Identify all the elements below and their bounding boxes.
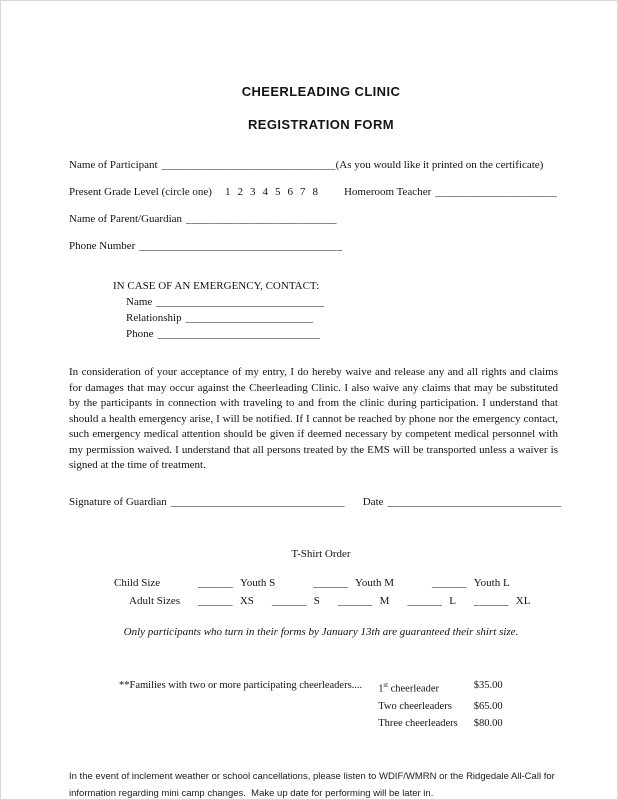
grade-option-1[interactable]: 1 (224, 186, 231, 198)
grade-option-7[interactable]: 7 (299, 186, 306, 198)
pricing-first-ordinal: st (383, 681, 388, 689)
parent-guardian-blank-line[interactable]: __________________________ (186, 213, 337, 225)
parent-field-row (69, 212, 573, 226)
pricing-third-label: Three cheerleaders (378, 718, 458, 729)
adult-xs-item (194, 595, 254, 607)
emergency-name-row (126, 296, 573, 309)
emergency-heading: IN CASE OF AN EMERGENCY, CONTACT: (113, 280, 320, 292)
pricing-spacer-1 (119, 700, 362, 715)
grade-option-8[interactable]: 8 (312, 186, 318, 198)
pricing-intro: **Families with two or more participating cheerleaders.... (119, 679, 363, 691)
adult-sizes-label: Adult Sizes (129, 594, 181, 607)
adult-s-label: S (313, 594, 320, 607)
grade-option-2[interactable]: 2 (237, 186, 243, 198)
shirt-deadline-note: Only participants who turn in their forms by January 13th are guaranteed their shirt size. (123, 625, 519, 638)
youth-m-label: Youth M (355, 576, 394, 589)
child-size-row (114, 576, 573, 590)
adult-l-item (403, 595, 456, 607)
grade-option-6[interactable]: 6 (287, 186, 293, 198)
adult-xl-item (470, 595, 530, 607)
child-size-label: Child Size (114, 576, 161, 589)
youth-s-item (194, 577, 275, 589)
adult-l-blank-line[interactable]: ______ (407, 594, 443, 607)
adult-xl-label: XL (515, 594, 531, 607)
pricing-spacer-2 (119, 717, 362, 732)
signature-blank-line[interactable]: ______________________________ (170, 495, 345, 508)
phone-number-label: Phone Number (69, 240, 136, 252)
adult-m-blank-line[interactable]: ______ (337, 594, 373, 607)
youth-l-item (428, 577, 510, 589)
pricing-second-price: $65.00 (473, 700, 503, 712)
youth-m-blank-line[interactable]: ______ (313, 576, 349, 589)
youth-s-label: Youth S (239, 576, 276, 589)
phone-number-blank-line[interactable]: ___________________________________ (139, 240, 343, 252)
adult-xl-blank-line[interactable]: ______ (473, 594, 509, 607)
emergency-phone-label: Phone (126, 328, 154, 340)
youth-l-label: Youth L (473, 576, 510, 589)
participant-label: Name of Participant (69, 159, 158, 171)
parent-guardian-label: Name of Parent/Guardian (69, 213, 183, 225)
pricing-third-price: $80.00 (473, 718, 503, 729)
grade-label: Present Grade Level (circle one) (69, 186, 212, 198)
adult-m-item (334, 595, 390, 607)
emergency-contact-section (69, 279, 573, 341)
homeroom-teacher-label: Homeroom Teacher (343, 186, 432, 198)
youth-s-blank-line[interactable]: ______ (198, 576, 233, 589)
adult-xs-label: XS (239, 594, 254, 607)
family-pricing-section (119, 679, 503, 732)
emergency-name-blank-line[interactable]: _____________________________ (156, 296, 325, 308)
youth-l-blank-line[interactable]: ______ (431, 576, 467, 589)
date-blank-line[interactable]: ______________________________ (387, 495, 562, 508)
footer-weather-note: In the event of inclement weather or school cancellations, please listen to WDIF/WMRN or the Ridgedale All-Call for information regarding mini camp changes. Make up date for performing will be later in. (69, 770, 558, 799)
pricing-second-label: Two cheerleaders (378, 700, 452, 712)
pricing-first-num: 1 (378, 683, 384, 694)
waiver-paragraph: In consideration of your acceptance of my entry, I do hereby waive and release any and all rights and claims for damages that may occur against the Cheerleading Clinic. I also waive any claims that may be substituted by the participants in connection with traveling to and from the clinic during participation. I understand that should a health emergency arise, I will be notified. If I cannot be reached by phone nor the emergency contact, such emergency medical attention should be given if deemed necessary by competent medical personnel with my permission waived. I understand that all persons treated by the EMS will be transported unless a waiver is signed at the time of treatment. (69, 366, 558, 471)
homeroom-teacher-blank-line[interactable]: _____________________ (435, 186, 558, 198)
pricing-first-text: cheerleader (387, 683, 439, 694)
grade-options (218, 186, 318, 198)
pricing-first-price: $35.00 (473, 679, 503, 691)
adult-size-row (129, 594, 573, 608)
adult-xs-blank-line[interactable]: ______ (198, 594, 233, 607)
grade-field-row (69, 185, 573, 199)
form-subtitle: REGISTRATION FORM (248, 117, 394, 132)
phone-field-row (69, 239, 573, 253)
youth-m-item (309, 577, 394, 589)
signature-label: Signature of Guardian (69, 495, 167, 508)
form-title: CHEERLEADING CLINIC (241, 84, 401, 99)
emergency-phone-row (126, 328, 573, 341)
adult-s-item (268, 595, 320, 607)
adult-l-label: L (449, 594, 456, 607)
adult-m-label: M (379, 594, 390, 607)
emergency-relationship-blank-line[interactable]: ______________________ (185, 312, 314, 324)
participant-field-row (69, 158, 573, 172)
emergency-phone-blank-line[interactable]: ____________________________ (157, 328, 320, 340)
pricing-first-label (378, 679, 458, 697)
tshirt-order-heading: T-Shirt Order (291, 547, 351, 560)
participant-blank-line[interactable]: ______________________________ (161, 159, 336, 171)
grade-option-4[interactable]: 4 (262, 186, 268, 198)
grade-option-3[interactable]: 3 (249, 186, 256, 198)
emergency-name-label: Name (126, 296, 153, 308)
signature-row (69, 495, 573, 509)
participant-suffix: (As you would like it printed on the certificate) (335, 159, 544, 171)
date-label: Date (362, 495, 384, 508)
emergency-relationship-label: Relationship (126, 312, 182, 324)
grade-option-5[interactable]: 5 (274, 186, 281, 198)
adult-s-blank-line[interactable]: ______ (271, 594, 307, 607)
emergency-relationship-row (126, 312, 573, 325)
